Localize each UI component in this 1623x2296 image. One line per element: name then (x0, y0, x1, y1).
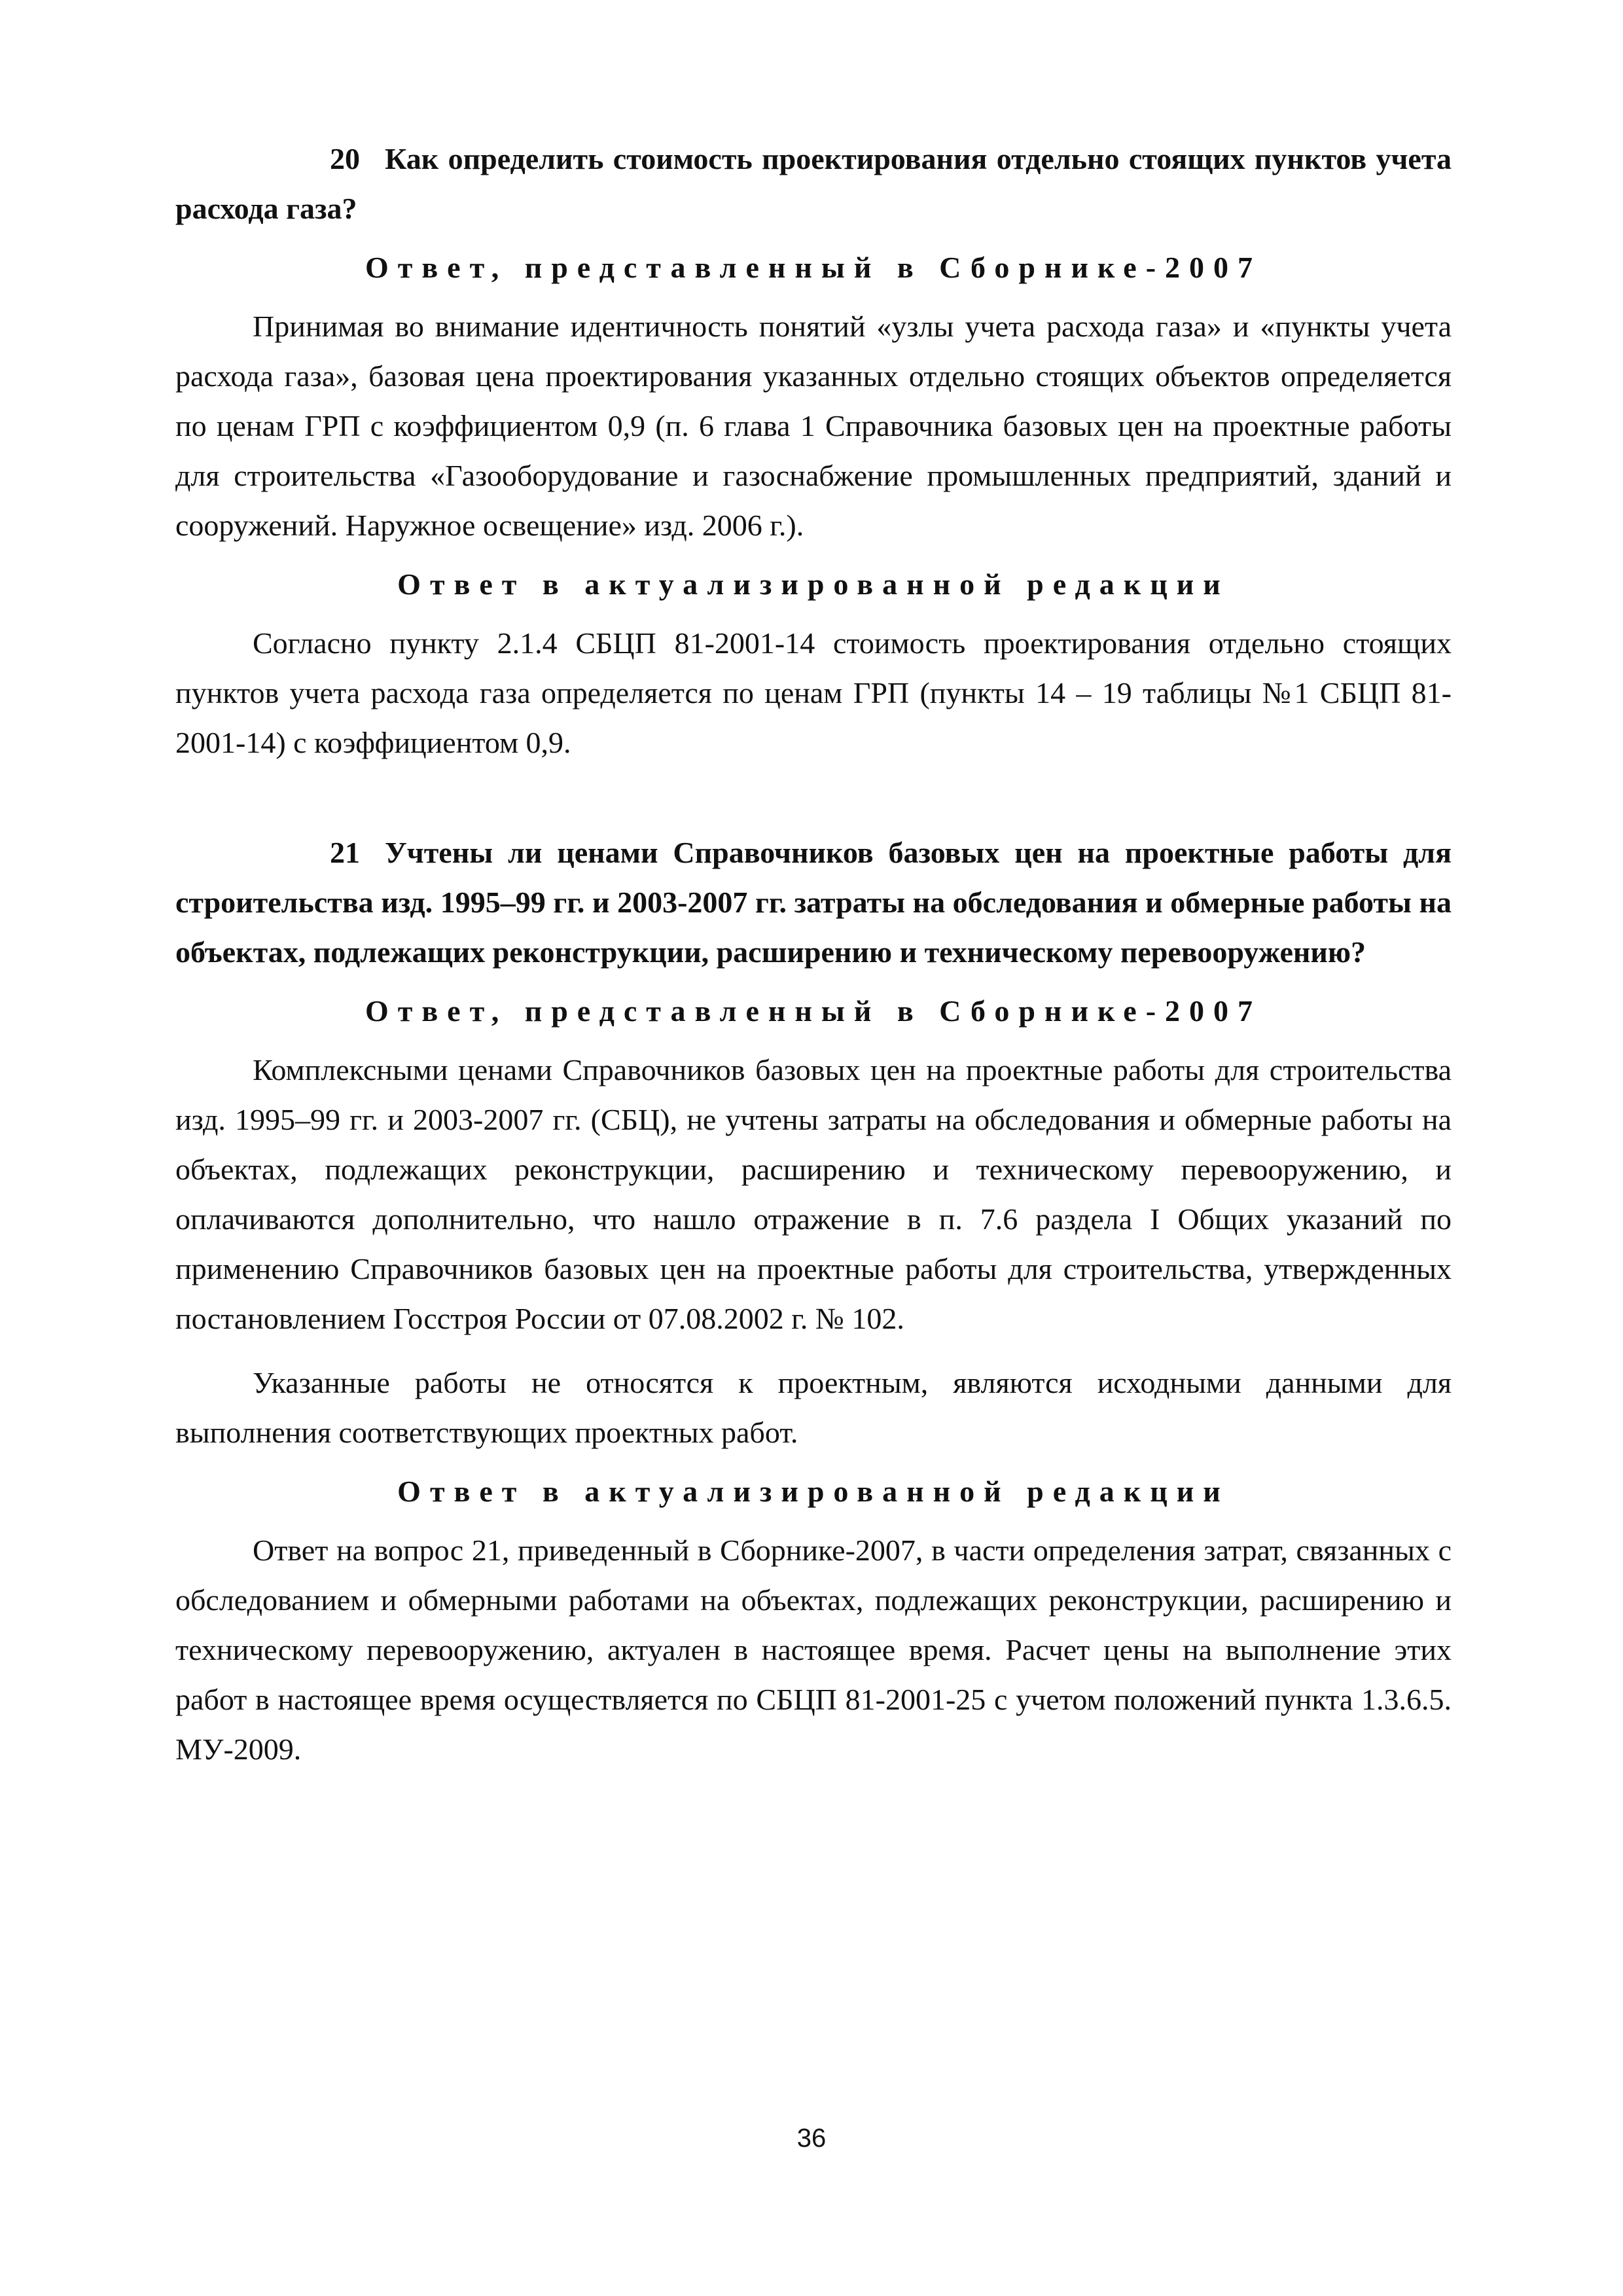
answer-paragraph: Ответ на вопрос 21, приведенный в Сборнике-2007, в части определения затрат, связанных с обследованием и обмерными работами на объектах, подлежащих реконструкции, расширению и техническому перевооружению, актуален в настоящее время. Расчет цены на выполнение этих работ в настоящее время осуществляется по СБЦП 81-2001-25 с учетом положений пункта 1.3.6.5. МУ-2009. (175, 1534, 1452, 1766)
page-number: 36 (796, 2124, 827, 2153)
answer-updated-heading: Ответ в актуализированной редакции (397, 1475, 1230, 1508)
section-spacer (175, 768, 1452, 828)
answer-paragraph: Указанные работы не относятся к проектным, являются исходными данными для выполнения соответствующих проектных работ. (175, 1366, 1452, 1449)
question-21 (175, 828, 1452, 1774)
answer-paragraph: Принимая во внимание идентичность понятий «узлы учета расхода газа» и «пункты учета расхода газа», базовая цена проектирования указанных отдельно стоящих объектов определяется по ценам ГРП с коэффициентом 0,9 (п. 6 глава 1 Справочника базовых цен на проектные работы для строительства «Газооборудование и газоснабжение промышленных предприятий, зданий и сооружений. Наружное освещение» изд. 2006 г.). (175, 310, 1452, 542)
question-title (175, 828, 1452, 977)
question-number: 20 (330, 142, 360, 175)
answer-updated-heading: Ответ в актуализированной редакции (397, 567, 1230, 601)
answer-2007-heading: Ответ, представленный в Сборнике-2007 (365, 994, 1262, 1028)
question-20 (175, 134, 1452, 768)
answer-2007-heading: Ответ, представленный в Сборнике-2007 (365, 251, 1262, 284)
answer-paragraph: Согласно пункту 2.1.4 СБЦП 81-2001-14 стоимость проектирования отдельно стоящих пунктов учета расхода газа определяется по ценам ГРП (пункты 14 – 19 таблицы №1 СБЦП 81-2001-14) с коэффициентом 0,9. (175, 626, 1452, 759)
question-title (175, 134, 1452, 234)
document-page (175, 134, 1452, 1774)
question-text: Как определить стоимость проектирования отдельно стоящих пунктов учета расхода газа? (175, 142, 1452, 225)
question-number: 21 (330, 836, 360, 869)
question-text: Учтены ли ценами Справочников базовых цен на проектные работы для строительства изд. 1995–99 гг. и 2003-2007 гг. затраты на обследования и обмерные работы на объектах, подлежащих реконструкции, расширению и техническому перевооружению? (175, 836, 1452, 969)
answer-paragraph: Комплексными ценами Справочников базовых цен на проектные работы для строительства изд. 1995–99 гг. и 2003-2007 гг. (СБЦ), не учтены затраты на обследования и обмерные работы на объектах, подлежащих реконструкции, расширению и техническому перевооружению, и оплачиваются дополнительно, что нашло отражение в п. 7.6 раздела I Общих указаний по применению Справочников базовых цен на проектные работы для строительства, утвержденных постановлением Госстроя России от 07.08.2002 г. № 102. (175, 1053, 1452, 1335)
